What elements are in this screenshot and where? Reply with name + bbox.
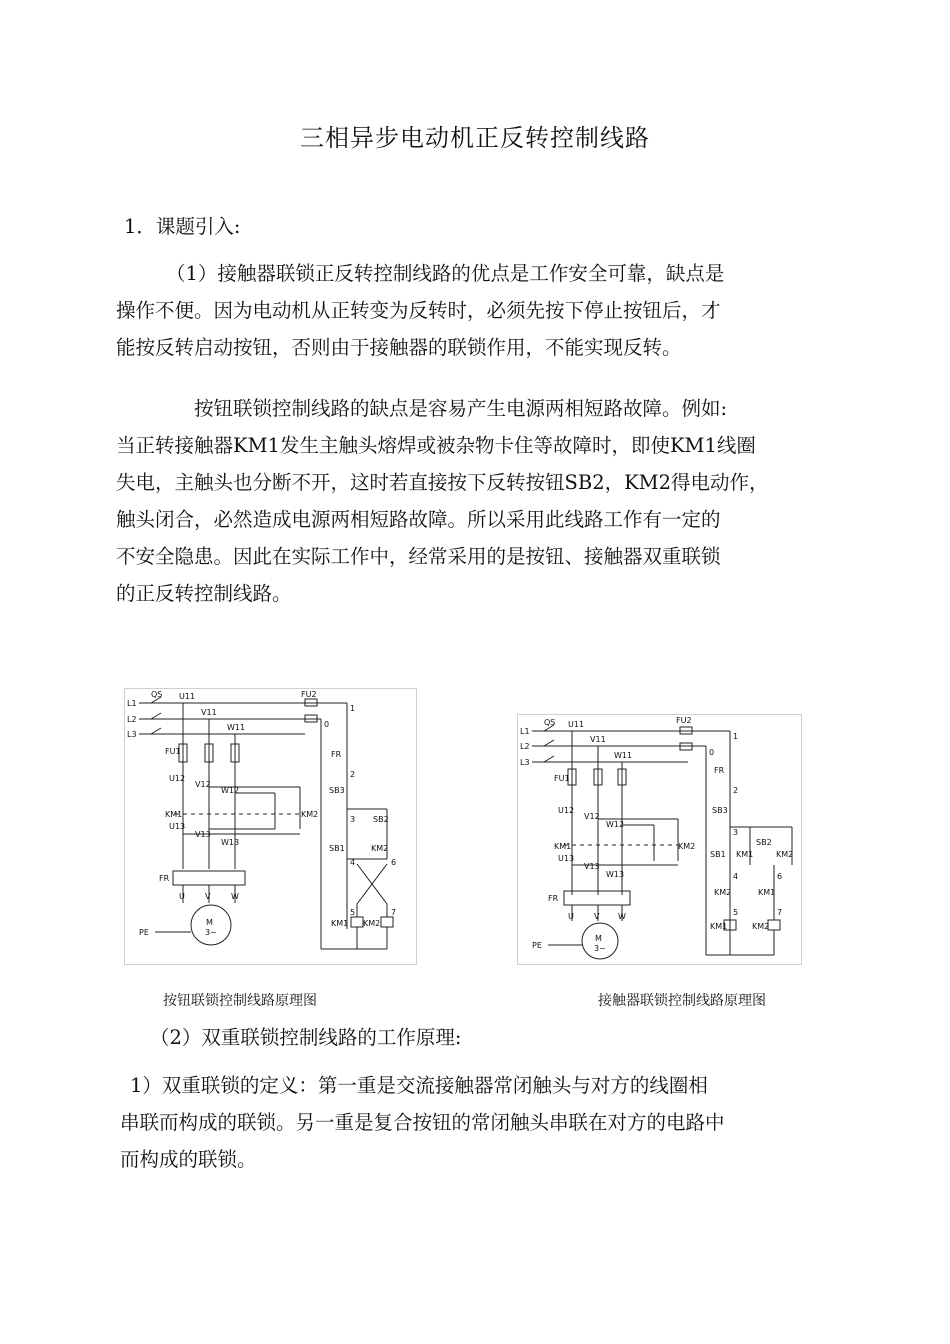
section2-paragraph-1 [120,1067,820,1178]
label-node-1: 1 [350,704,356,713]
label-W: W [231,892,239,901]
label-V11: V11 [590,735,606,744]
label-PE: PE [139,928,149,937]
section1-paragraph-1 [116,255,816,366]
label-KM1: KM1 [165,810,183,819]
label-FR: FR [548,894,559,903]
label-V: V [205,892,211,901]
label-node-4: 4 [733,872,739,881]
label-KM2-aux: KM2 [714,888,732,897]
label-SB3: SB3 [712,806,728,815]
page-title: 三相异步电动机正反转控制线路 [300,124,650,152]
label-KM2-control: KM2 [371,844,389,853]
label-FU2: FU2 [301,690,317,699]
paragraph-line: 的正反转控制线路。 [116,582,292,605]
label-FR-control: FR [331,750,342,759]
label-KM1-coil: KM1 [710,922,728,931]
label-node-0: 0 [324,720,330,729]
label-node-7: 7 [391,908,397,917]
label-L1: L1 [127,699,137,708]
paragraph-line: 触头闭合，必然造成电源两相短路故障。所以采用此线路工作有一定的 [116,508,721,531]
label-V: V [594,912,600,921]
label-SB2: SB2 [756,838,772,847]
label-V12: V12 [195,780,211,789]
label-V11: V11 [201,708,217,717]
label-KM2-coil: KM2 [363,919,381,928]
label-QS: QS [151,690,163,699]
label-U: U [568,912,574,921]
paragraph-line: （1）接触器联锁正反转控制线路的优点是工作安全可靠，缺点是 [166,262,725,285]
contactor-interlock-circuit-diagram [517,714,802,965]
section1-heading: 1．课题引入: [124,215,241,238]
label-motor-phase: 3~ [205,928,217,937]
label-node-2: 2 [350,770,356,779]
label-motor-phase: 3~ [594,944,606,953]
label-W12: W12 [221,786,240,795]
label-KM2: KM2 [301,810,319,819]
label-FR-control: FR [714,766,725,775]
label-QS: QS [544,718,556,727]
label-SB2: SB2 [373,815,389,824]
label-node-3: 3 [350,815,356,824]
label-U12: U12 [558,806,575,815]
label-W: W [618,912,626,921]
label-L3: L3 [127,730,137,739]
label-V13: V13 [195,830,211,839]
label-node-5: 5 [350,908,356,917]
paragraph-line: 按钮联锁控制线路的缺点是容易产生电源两相短路故障。例如: [194,397,728,420]
label-motor: M [595,934,602,943]
section2-heading: （2）双重联锁控制线路的工作原理: [150,1026,462,1049]
label-W13: W13 [221,838,240,847]
paragraph-line: 当正转接触器KM1发生主触头熔焊或被杂物卡住等故障时，即使KM1线圈 [116,434,756,457]
label-PE: PE [532,941,542,950]
label-FU1: FU1 [165,747,181,756]
label-SB1: SB1 [710,850,726,859]
label-U11: U11 [568,720,585,729]
section1-paragraph-2 [116,390,816,612]
paragraph-line: 能按反转启动按钮，否则由于接触器的联锁作用，不能实现反转。 [116,336,682,359]
label-KM1-coil: KM1 [331,919,349,928]
label-node-7: 7 [777,908,783,917]
label-KM1-nc: KM1 [736,850,754,859]
label-node-6: 6 [777,872,783,881]
label-node-1: 1 [733,732,739,741]
label-node-4: 4 [350,858,356,867]
label-V12: V12 [584,812,600,821]
paragraph-line: 1）双重联锁的定义：第一重是交流接触器常闭触头与对方的线圈相 [130,1074,708,1097]
paragraph-line: 操作不便。因为电动机从正转变为反转时，必须先按下停止按钮后，才 [116,299,721,322]
button-interlock-circuit-diagram [124,688,417,965]
paragraph-line: 而构成的联锁。 [120,1148,257,1171]
label-KM1-aux: KM1 [758,888,776,897]
label-L2: L2 [520,742,530,751]
label-motor: M [206,918,213,927]
label-FR: FR [159,874,170,883]
right-figure-caption: 接触器联锁控制线路原理图 [598,993,766,1009]
label-node-6: 6 [391,858,397,867]
label-node-0: 0 [709,748,715,757]
paragraph-line: 串联而构成的联锁。另一重是复合按钮的常闭触头串联在对方的电路中 [120,1111,725,1134]
label-node-5: 5 [733,908,739,917]
label-KM1: KM1 [554,842,572,851]
label-node-3: 3 [733,828,739,837]
label-SB3: SB3 [329,786,345,795]
label-KM2-nc: KM2 [776,850,794,859]
label-U12: U12 [169,774,186,783]
left-figure-caption: 按钮联锁控制线路原理图 [163,993,317,1009]
label-W13: W13 [606,870,625,879]
label-V13: V13 [584,862,600,871]
label-U13: U13 [558,854,575,863]
label-KM2: KM2 [678,842,696,851]
paragraph-line: 不安全隐患。因此在实际工作中，经常采用的是按钮、接触器双重联锁 [116,545,721,568]
label-KM2-coil: KM2 [752,922,770,931]
label-FU2: FU2 [676,716,692,725]
label-U11: U11 [179,692,196,701]
label-L3: L3 [520,758,530,767]
label-FU1: FU1 [554,774,570,783]
label-W11: W11 [614,751,633,760]
label-W12: W12 [606,820,625,829]
label-W11: W11 [227,723,246,732]
paragraph-line: 失电，主触头也分断不开，这时若直接按下反转按钮SB2，KM2得电动作， [116,471,769,494]
label-L2: L2 [127,715,137,724]
label-SB1: SB1 [329,844,345,853]
label-U: U [179,892,185,901]
label-L1: L1 [520,727,530,736]
label-node-2: 2 [733,786,739,795]
label-U13: U13 [169,822,186,831]
